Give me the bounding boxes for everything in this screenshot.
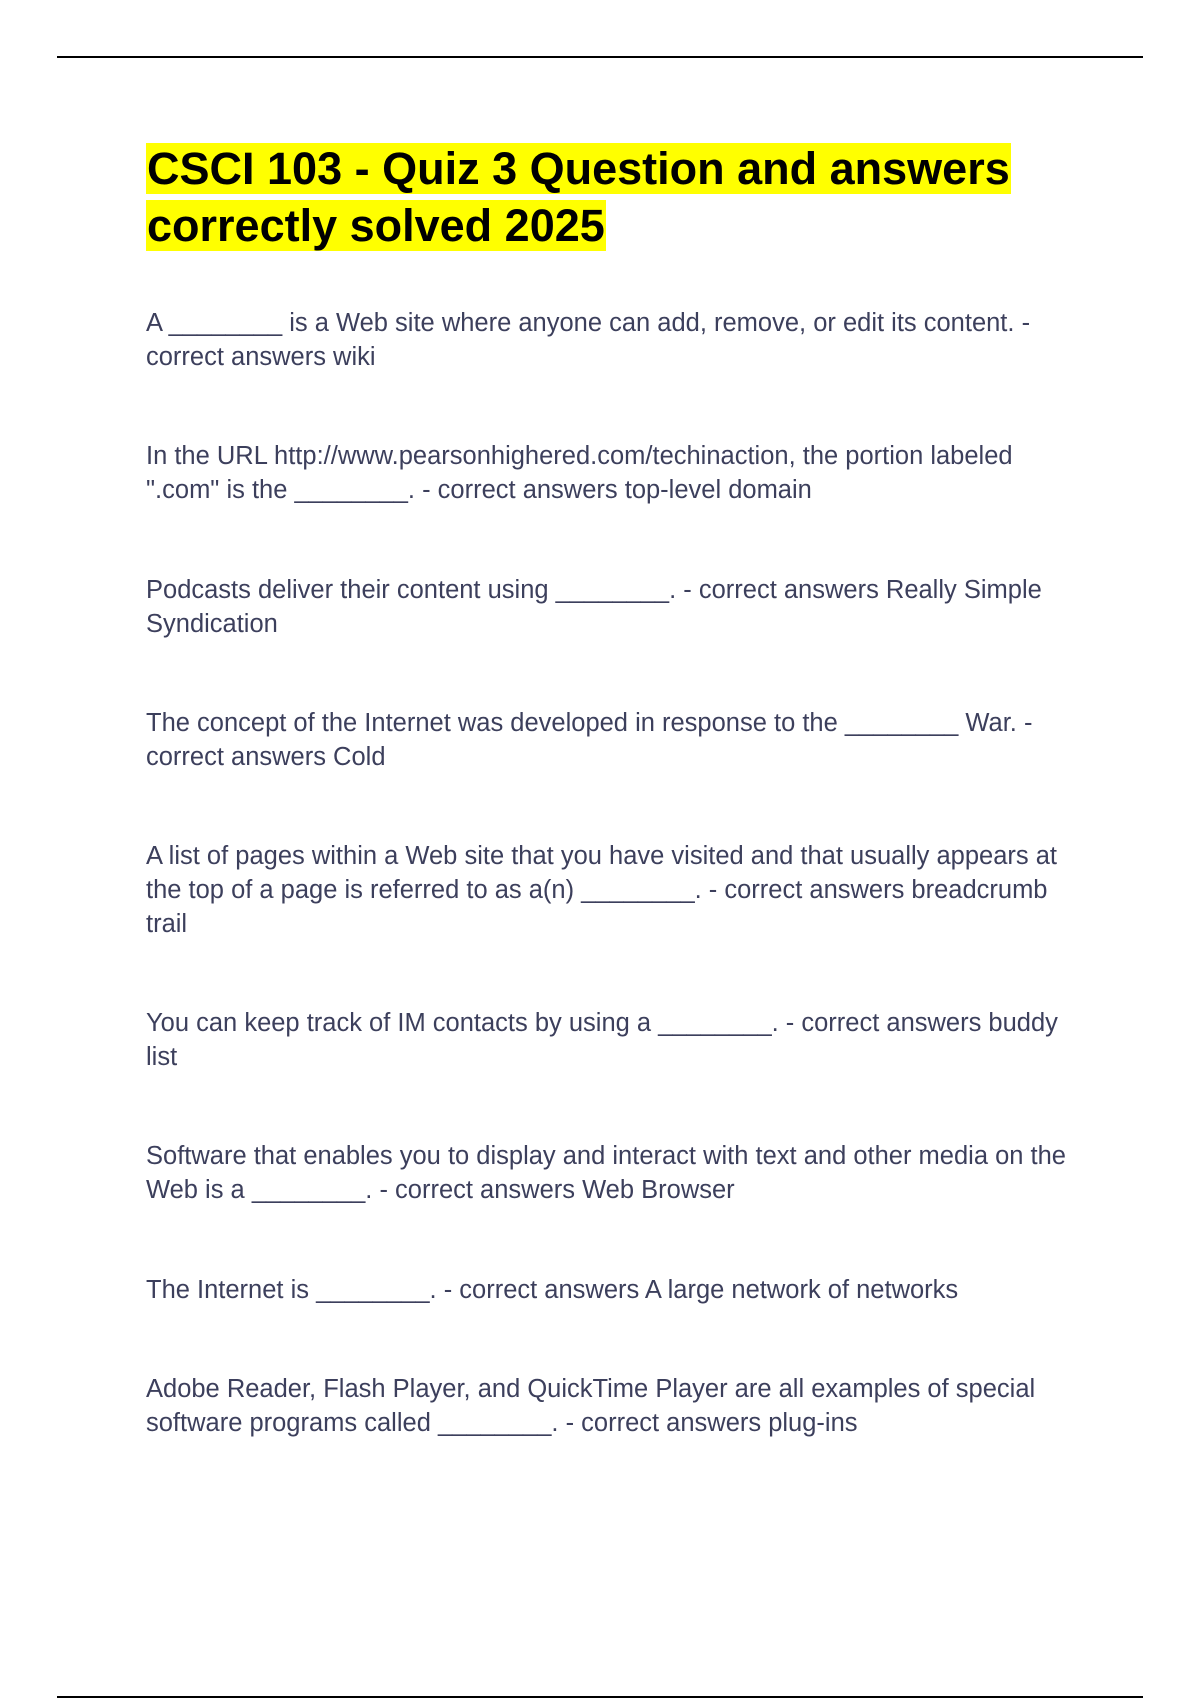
question-item: The Internet is ________. - correct answers A large network of networks xyxy=(146,1276,959,1304)
bottom-rule xyxy=(57,1696,1143,1698)
question-item: Software that enables you to display and interact with text and other media on the Web is a ________. - correct answers Web Browser xyxy=(146,1142,1066,1204)
document-title xyxy=(146,140,1086,254)
question-item: In the URL http://www.pearsonhighered.com/techinaction, the portion labeled ".com" is the ________. - correct answers top-level domain xyxy=(146,442,1013,504)
question-item: Podcasts deliver their content using ________. - correct answers Really Simple Syndication xyxy=(146,576,1042,638)
question-item: You can keep track of IM contacts by using a ________. - correct answers buddy list xyxy=(146,1009,1058,1071)
title-highlight: CSCI 103 - Quiz 3 Question and answers correctly solved 2025 xyxy=(147,143,1010,251)
question-item: The concept of the Internet was developed in response to the ________ War. - correct answers Cold xyxy=(146,709,1033,771)
question-item: A ________ is a Web site where anyone can add, remove, or edit its content. - correct answers wiki xyxy=(146,309,1031,371)
question-item: A list of pages within a Web site that you have visited and that usually appears at the top of a page is referred to as a(n) ________. - correct answers breadcrumb trail xyxy=(146,842,1057,938)
question-item: Adobe Reader, Flash Player, and QuickTime Player are all examples of special software programs called ________. - correct answers plug-ins xyxy=(146,1375,1036,1437)
document-body xyxy=(146,140,1086,1437)
top-rule xyxy=(57,56,1143,58)
